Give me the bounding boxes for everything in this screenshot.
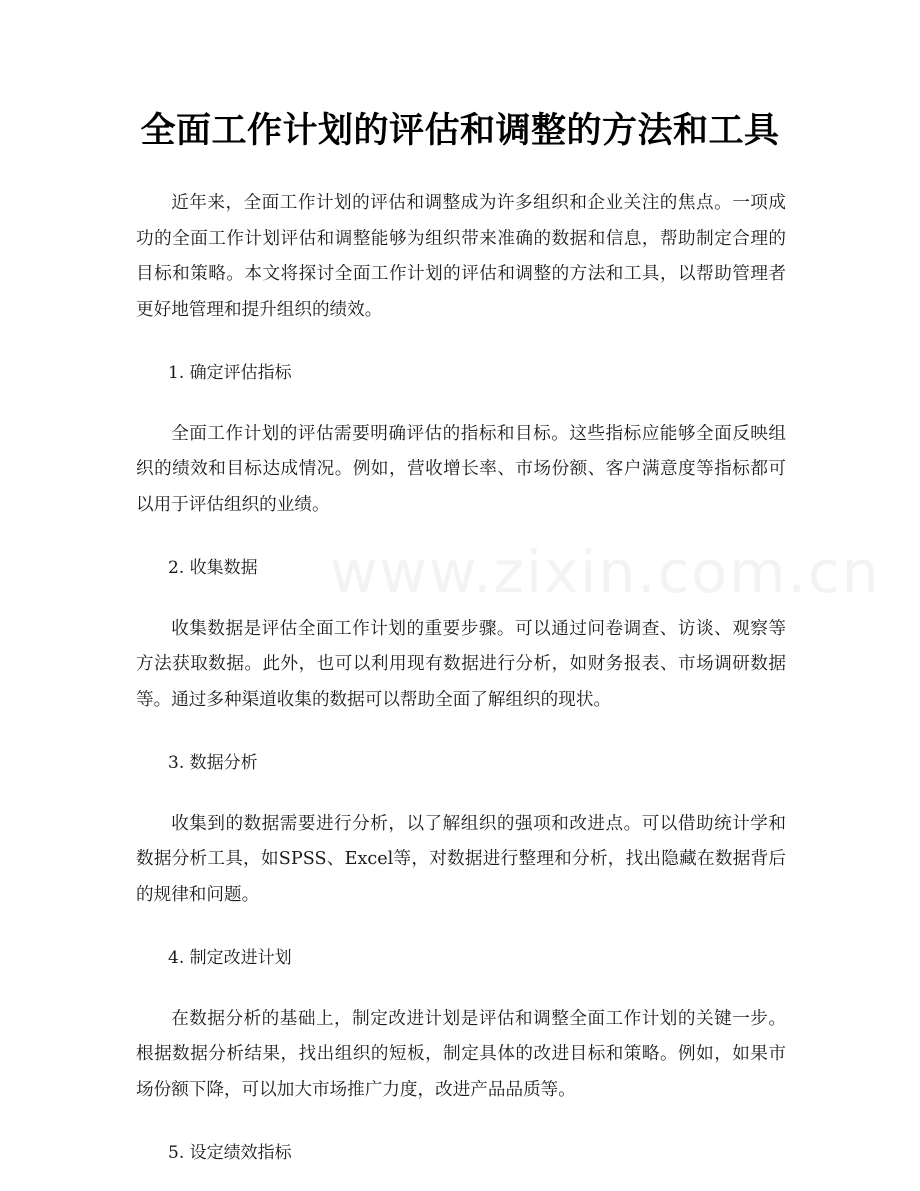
section-heading-5: 5. 设定绩效指标 <box>168 1143 292 1163</box>
section-paragraph-4: 在数据分析的基础上，制定改进计划是评估和调整全面工作计划的关键一步。根据数据分析结果，找出组织的短板，制定具体的改进目标和策略。例如，如果市场份额下降，可以加大市场推广力度，改进产品品质等。 <box>136 1008 786 1100</box>
page-title: 全面工作计划的评估和调整的方法和工具 <box>140 111 780 151</box>
section-heading-1: 1. 确定评估指标 <box>168 363 292 383</box>
intro-paragraph: 近年来，全面工作计划的评估和调整成为许多组织和企业关注的焦点。一项成功的全面工作计划评估和调整能够为组织带来准确的数据和信息，帮助制定合理的目标和策略。本文将探讨全面工作计划的评估和调整的方法和工具，以帮助管理者更好地管理和提升组织的绩效。 <box>136 193 786 320</box>
watermark: www.zixin.com.cn <box>330 538 881 606</box>
section-heading-3: 3. 数据分析 <box>168 753 258 773</box>
section-heading-2: 2. 收集数据 <box>168 558 258 578</box>
section-paragraph-3: 收集到的数据需要进行分析，以了解组织的强项和改进点。可以借助统计学和数据分析工具，如SPSS、Excel等，对数据进行整理和分析，找出隐藏在数据背后的规律和问题。 <box>136 813 786 905</box>
document-body <box>136 186 786 1172</box>
section-paragraph-2: 收集数据是评估全面工作计划的重要步骤。可以通过问卷调查、访谈、观察等方法获取数据。此外，也可以利用现有数据进行分析，如财务报表、市场调研数据等。通过多种渠道收集的数据可以帮助全面了解组织的现状。 <box>136 618 786 710</box>
section-paragraph-1: 全面工作计划的评估需要明确评估的指标和目标。这些指标应能够全面反映组织的绩效和目标达成情况。例如，营收增长率、市场份额、客户满意度等指标都可以用于评估组织的业绩。 <box>136 423 786 515</box>
section-heading-4: 4. 制定改进计划 <box>168 948 292 968</box>
